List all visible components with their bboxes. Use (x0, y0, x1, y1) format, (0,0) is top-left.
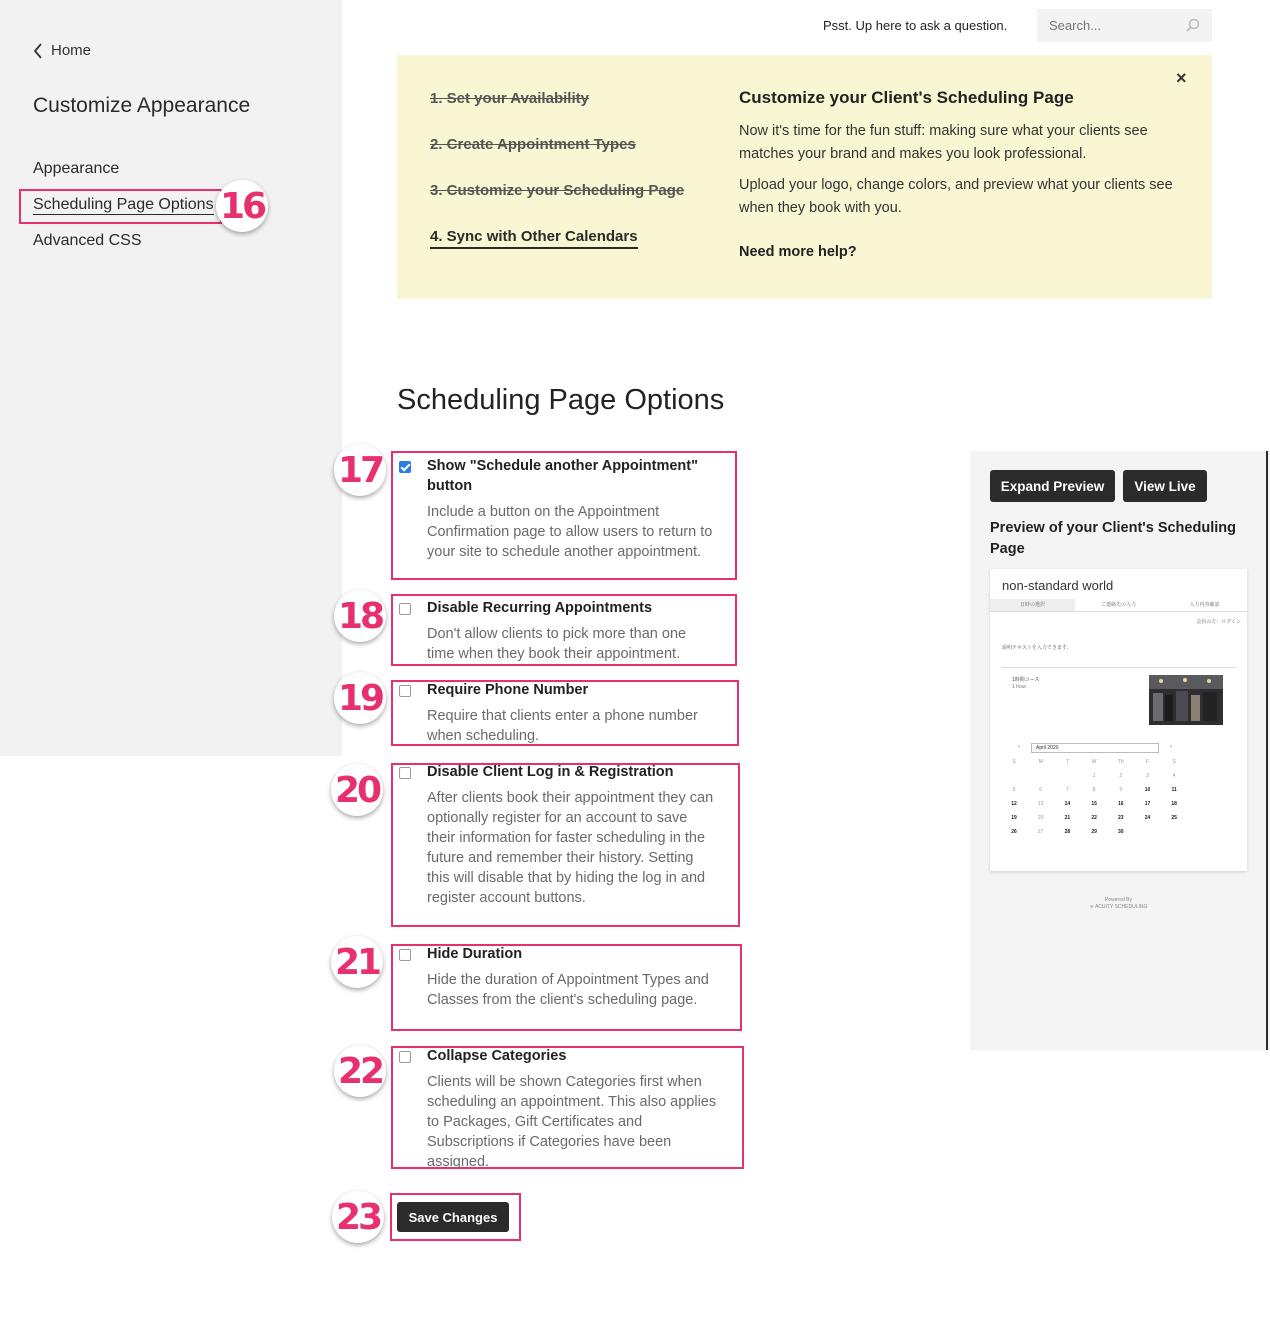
banner-text: Upload your logo, change colors, and preview what your clients see when they book with you. (739, 177, 1173, 216)
calendar-day: 14 (1064, 801, 1071, 807)
search-box (1037, 9, 1212, 42)
annotation-badge: 18 (334, 590, 386, 642)
banner-text: Now it's time for the fun stuff: making sure what your clients see matches your brand and makes you look professional. (739, 123, 1148, 162)
option-description: Don't allow clients to pick more than one time when they book their appointment. (427, 626, 687, 662)
option-checkbox[interactable] (399, 767, 411, 779)
option-description: After clients book their appointment they can optionally register for an account to save their information for faster scheduling in the future and remember their history. Setting this will disable that by hiding the log in and register account buttons. (427, 790, 714, 906)
scheduling-page-preview (990, 569, 1247, 871)
home-label: Home (51, 42, 92, 59)
step-link-current[interactable]: 4. Sync with Other Calendars (430, 228, 638, 249)
option-label: Show "Schedule another Appointment" button (427, 458, 698, 494)
option-checkbox[interactable] (399, 949, 411, 961)
calendar-day: 2 (1119, 773, 1123, 779)
option-description: Clients will be shown Categories first when scheduling an appointment. This also applies to Packages, Gift Certificates and Subscriptions if Categories have been assigned. (427, 1074, 717, 1168)
acuity-logo-icon: ≋ (1089, 904, 1095, 910)
calendar-day: 23 (1118, 815, 1124, 821)
option-description: Require that clients enter a phone number when scheduling. (427, 708, 698, 744)
calendar-day: 11 (1171, 787, 1177, 793)
next-month-icon: › (1170, 744, 1172, 750)
sidebar-item-advanced-css[interactable]: Advanced CSS (33, 232, 142, 249)
calendar-weekday: Th (1117, 759, 1124, 765)
calendar-day: 24 (1144, 815, 1151, 821)
calendar-weekday: W (1091, 759, 1097, 765)
calendar-day: 19 (1011, 815, 1017, 821)
calendar-week (1008, 773, 1208, 787)
annotation-badge: 21 (331, 936, 383, 988)
option-checkbox[interactable] (399, 1051, 411, 1063)
option-checkbox[interactable] (399, 685, 411, 697)
calendar-day: 26 (1011, 829, 1017, 835)
preview-panel (970, 451, 1270, 1050)
search-icon[interactable] (1186, 18, 1200, 32)
sidebar-title: Customize Appearance (33, 94, 251, 117)
expand-preview-button[interactable]: Expand Preview (990, 470, 1115, 502)
calendar-day: 29 (1091, 829, 1097, 835)
calendar-day: 7 (1066, 787, 1069, 793)
onboarding-banner (397, 55, 1212, 299)
annotation-badge: 17 (334, 444, 386, 496)
calendar-day: 28 (1064, 829, 1071, 835)
calendar-day: 3 (1146, 773, 1149, 779)
view-live-button[interactable]: View Live (1123, 470, 1207, 502)
calendar-weekday: M (1038, 759, 1043, 765)
calendar-day: 4 (1172, 773, 1176, 779)
preview-course-duration: 1 hour (1012, 684, 1027, 690)
calendar-day: 22 (1091, 815, 1097, 821)
calendar-weekdays (1008, 759, 1208, 773)
close-icon[interactable]: × (1176, 68, 1187, 88)
preview-title: Preview of your Client's Scheduling Page (990, 520, 1236, 557)
step-link[interactable]: 3. Customize your Scheduling Page (430, 182, 685, 199)
option-label: Disable Recurring Appointments (427, 600, 653, 616)
calendar-weekday: S (1012, 759, 1016, 765)
preview-business-name: non-standard world (1002, 578, 1114, 593)
annotation-badge: 16 (216, 180, 268, 232)
calendar-day: 25 (1171, 815, 1177, 821)
calendar-weekday: T (1065, 759, 1069, 765)
preview-month-select: April 2020 (1031, 743, 1159, 753)
acuity-logo (990, 904, 1247, 911)
preview-tabs (990, 599, 1247, 612)
calendar-day: 27 (1037, 829, 1044, 835)
step-link[interactable]: 2. Create Appointment Types (430, 136, 636, 153)
sidebar-item-scheduling-page-options[interactable]: Scheduling Page Options (33, 196, 214, 213)
search-input[interactable] (1037, 9, 1177, 42)
calendar-day: 18 (1171, 801, 1177, 807)
preview-tab: 日時の選択 (990, 599, 1075, 611)
need-help-link[interactable]: Need more help? (739, 244, 857, 260)
annotation-badge: 20 (331, 764, 383, 816)
help-prompt[interactable]: Psst. Up here to ask a question. (823, 18, 1008, 33)
calendar-day: 17 (1144, 801, 1151, 807)
preview-course-photo (1149, 675, 1223, 725)
calendar-day: 20 (1037, 815, 1044, 821)
banner-title: Customize your Client's Scheduling Page (739, 88, 1074, 107)
prev-month-icon: ‹ (1018, 744, 1020, 750)
calendar-week (1008, 801, 1208, 815)
calendar-day: 30 (1118, 829, 1124, 835)
calendar-day: 9 (1119, 787, 1123, 793)
calendar-week (1008, 787, 1208, 801)
divider (1002, 667, 1236, 668)
calendar-day: 13 (1037, 801, 1044, 807)
calendar-day: 1 (1092, 773, 1096, 779)
preview-login-link: 会員の方：ログイン (1196, 619, 1241, 625)
preview-description: 説明テキストを入力できます。 (1002, 645, 1072, 651)
preview-edge (1266, 451, 1268, 1050)
calendar-day: 16 (1118, 801, 1124, 807)
option-checkbox[interactable] (399, 461, 411, 473)
calendar-week (1008, 829, 1208, 843)
save-changes-button[interactable]: Save Changes (397, 1202, 509, 1232)
preview-course-name: 1時間コース (1012, 677, 1040, 683)
calendar-weekday: S (1172, 759, 1176, 765)
calendar-week (1008, 815, 1208, 829)
page-title: Scheduling Page Options (397, 384, 725, 416)
preview-calendar (1008, 759, 1208, 843)
annotation-badge: 23 (332, 1191, 384, 1243)
preview-tab: 入力内容確認 (1189, 602, 1220, 608)
option-label: Disable Client Log in & Registration (427, 764, 674, 780)
step-link[interactable]: 1. Set your Availability (430, 90, 589, 107)
annotation-badge: 22 (334, 1045, 386, 1097)
powered-by-label: Powered By (1105, 897, 1132, 903)
option-label: Hide Duration (427, 946, 523, 962)
chevron-left-icon (33, 43, 43, 59)
option-description: Hide the duration of Appointment Types and Classes from the client's scheduling page. (427, 972, 709, 1008)
option-description: Include a button on the Appointment Confirmation page to allow users to return to your site to schedule another appointment. (427, 504, 713, 560)
calendar-day: 6 (1039, 787, 1043, 793)
calendar-day: 21 (1064, 815, 1071, 821)
option-label: Require Phone Number (427, 682, 589, 698)
sidebar-item-appearance[interactable]: Appearance (33, 160, 120, 177)
annotation-badge: 19 (334, 672, 386, 724)
highlight-box (19, 189, 222, 224)
calendar-day: 10 (1144, 787, 1151, 793)
calendar-weekday: F (1145, 759, 1150, 765)
powered-by (990, 897, 1247, 911)
calendar-day: 15 (1091, 801, 1097, 807)
sidebar (0, 0, 342, 756)
calendar-day: 8 (1092, 787, 1096, 793)
option-label: Collapse Categories (427, 1048, 567, 1064)
calendar-day: 5 (1012, 787, 1016, 793)
preview-tab: ご連絡先の入力 (1100, 602, 1136, 608)
acuity-brand: ACUITY SCHEDULING (1094, 904, 1148, 910)
home-link[interactable] (33, 42, 91, 59)
calendar-day: 12 (1011, 801, 1017, 807)
option-checkbox[interactable] (399, 603, 411, 615)
